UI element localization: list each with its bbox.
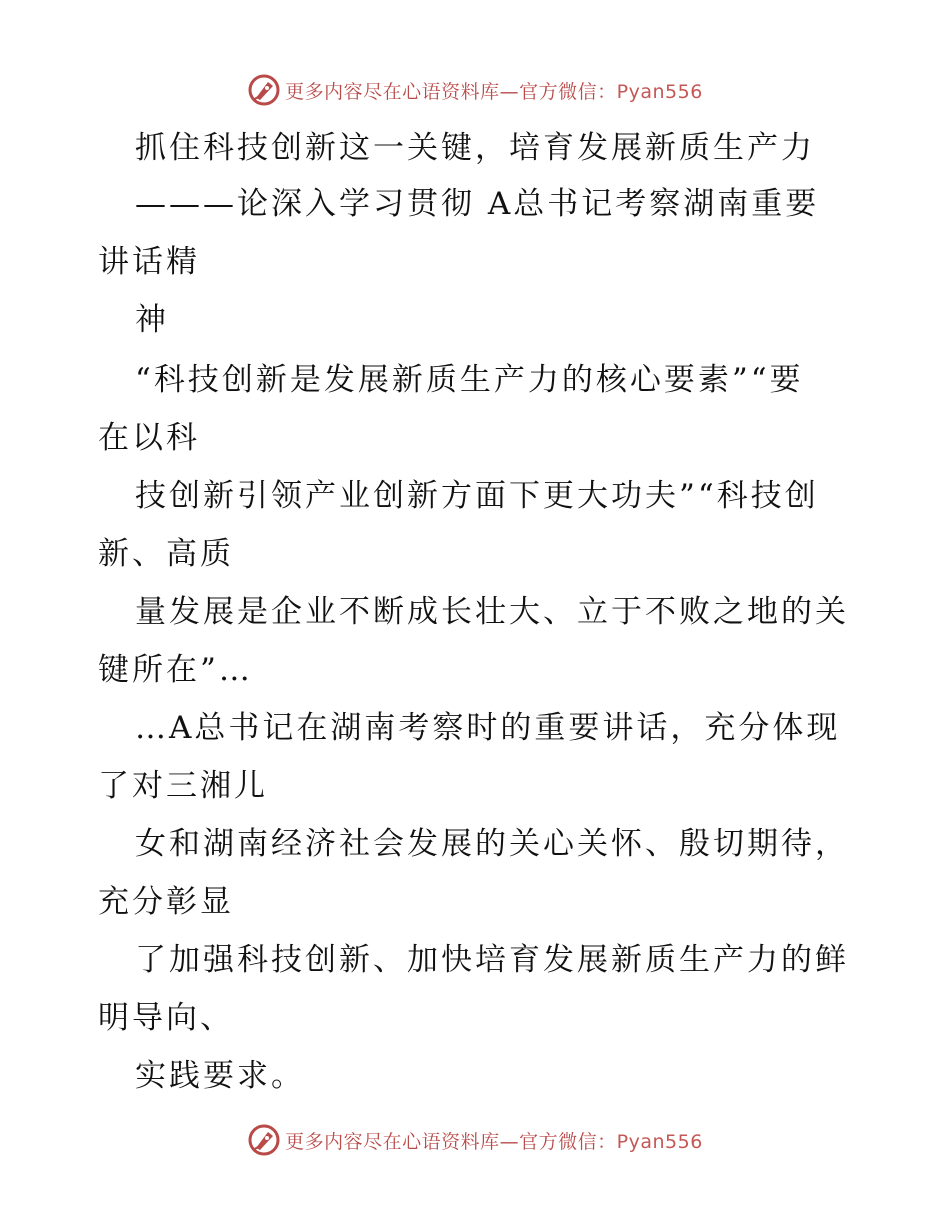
- paragraph-line: 量发展是企业不断成长壮大、立于不败之地的关: [135, 594, 849, 630]
- subtitle-line-1: ———论深入学习贯彻 A总书记考察湖南重要: [135, 186, 820, 222]
- watermark-text: 更多内容尽在心语资料库—官方微信：Pyan556: [285, 80, 703, 103]
- paragraph-line: 充分彰显: [98, 884, 234, 920]
- header-watermark: [0, 70, 950, 110]
- paragraph-line: “科技创新是发展新质生产力的核心要素”“要: [135, 362, 804, 398]
- subtitle-line-3: 神: [135, 302, 169, 338]
- paragraph-line: 键所在”…: [98, 652, 253, 688]
- paragraph-line: 实践要求。: [135, 1058, 305, 1094]
- watermark-text: 更多内容尽在心语资料库—官方微信：Pyan556: [285, 1130, 703, 1153]
- pen-nib-logo-icon: [247, 73, 281, 107]
- paragraph-line: 新、高质: [98, 536, 234, 572]
- paragraph-line: 明导向、: [98, 1000, 234, 1036]
- footer-watermark: [0, 1120, 950, 1160]
- paragraph-line: 了加强科技创新、加快培育发展新质生产力的鲜: [135, 942, 849, 978]
- watermark-wechat-id: Pyan556: [616, 1130, 703, 1153]
- subtitle-line-2: 讲话精: [98, 244, 200, 280]
- paragraph-line: 女和湖南经济社会发展的关心关怀、殷切期待，: [135, 826, 849, 862]
- watermark-wechat-id: Pyan556: [616, 80, 703, 103]
- title-line-1: 抓住科技创新这一关键，培育发展新质生产力: [135, 130, 815, 166]
- paragraph-line: …A总书记在湖南考察时的重要讲话，充分体现: [135, 710, 841, 746]
- pen-nib-logo-icon: [247, 1123, 281, 1157]
- paragraph-line: 在以科: [98, 420, 200, 456]
- paragraph-line: 了对三湘儿: [98, 768, 268, 804]
- paragraph-line: 技创新引领产业创新方面下更大功夫”“科技创: [135, 478, 819, 514]
